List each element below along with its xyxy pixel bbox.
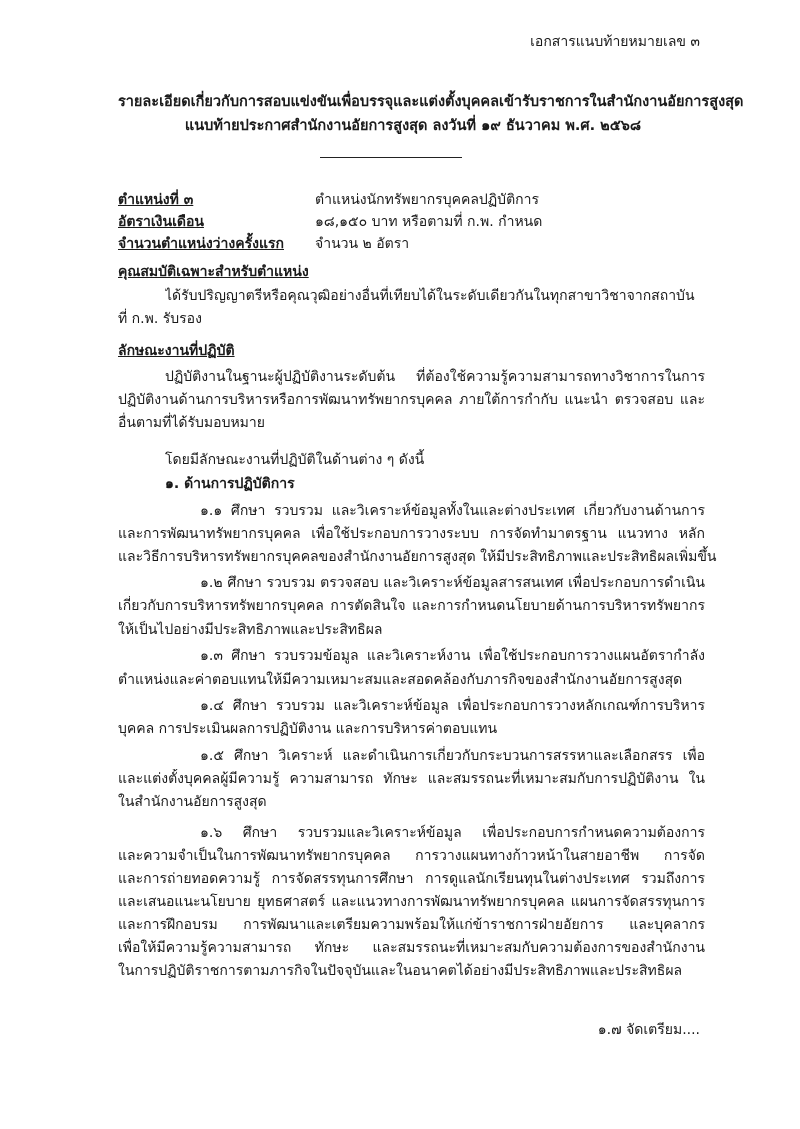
duty-item-5-line: ๑.๕ ศึกษา วิเคราะห์ และดำเนินการเกี่ยวกับกระบวนการสรรหาและเลือกสรร เพื่อ [200,748,705,764]
continuation-note: ๑.๗ จัดเตรียม.... [597,1022,700,1038]
qualifications-line: ได้รับปริญญาตรีหรือคุณวุฒิอย่างอื่นที่เทียบได้ในระดับเดียวกันในทุกสาขาวิชาจากสถาบัน [165,288,695,304]
annex-reference: เอกสารแนบท้ายหมายเลข ๓ [530,34,700,50]
qualifications-heading: คุณสมบัติเฉพาะสำหรับตำแหน่ง [118,264,309,280]
duty-item-2-line: เกี่ยวกับการบริหารทรัพยากรบุคคล การตัดสินใจ และการกำหนดนโยบายด้านการบริหารทรัพยากร [118,598,705,614]
document-title-line-1: รายละเอียดเกี่ยวกับการสอบแข่งขันเพื่อบรรจุและแต่งตั้งบุคคลเข้ารับราชการในสำนักงานอัยการสูงสุด [118,94,744,110]
duty-item-3-line: ตำแหน่งและค่าตอบแทนให้มีความเหมาะสมและสอดคล้องกับภารกิจของสำนักงานอัยการสูงสุด [118,672,683,688]
duty-item-6-line: ๑.๖ ศึกษา รวบรวมและวิเคราะห์ข้อมูล เพื่อประกอบการกำหนดความต้องการ [200,825,705,841]
duties-line: อื่นตามที่ได้รับมอบหมาย [118,415,265,431]
duty-item-5-line: และแต่งตั้งบุคคลผู้มีความรู้ ความสามารถ ทักษะ และสมรรถนะที่เหมาะสมกับการปฏิบัติงาน ใน [118,771,705,787]
duty-item-1-line: และวิธีการบริหารทรัพยากรบุคคลของสำนักงานอัยการสูงสุด ให้มีประสิทธิภาพและประสิทธิผลเพิ่มขึ้น [118,549,717,565]
salary-value: ๑๘,๑๕๐ บาท หรือตามที่ ก.พ. กำหนด [315,214,543,230]
duty-item-6-line: และการฝึกอบรม การพัฒนาและเตรียมความพร้อมให้แก่ข้าราชการฝ่ายอัยการ และบุคลากร [118,917,705,933]
qualifications-line: ที่ ก.พ. รับรอง [118,311,202,327]
duty-item-3-line: ๑.๓ ศึกษา รวบรวมข้อมูล และวิเคราะห์งาน เพื่อใช้ประกอบการวางแผนอัตรากำลัง [200,648,705,664]
duties-line: ปฏิบัติงานด้านการบริหารหรือการพัฒนาทรัพยากรบุคคล ภายใต้การกำกับ แนะนำ ตรวจสอบ และ [118,392,705,408]
duties-heading: ลักษณะงานที่ปฏิบัติ [118,343,235,359]
duty-item-6-line: และเสนอแนะนโยบาย ยุทธศาสตร์ และแนวทางการพัฒนาทรัพยากรบุคคล แผนการจัดสรรทุนการ [118,894,705,910]
duty-item-4-line: บุคคล การประเมินผลการปฏิบัติงาน และการบริหารค่าตอบแทน [118,721,498,737]
duties-line: ปฏิบัติงานในฐานะผู้ปฏิบัติงานระดับต้น ที่ต้องใช้ความรู้ความสามารถทางวิชาการในการ [165,369,705,385]
section-heading-operations: ๑. ด้านการปฏิบัติการ [165,476,295,492]
position-title-value: ตำแหน่งนักทรัพยากรบุคคลปฏิบัติการ [315,192,540,208]
duty-item-6-line: และความจำเป็นในการพัฒนาทรัพยากรบุคคล การวางแผนทางก้าวหน้าในสายอาชีพ การจัด [118,848,705,864]
duty-item-6-line: ในการปฏิบัติราชการตามภารกิจในปัจจุบันและในอนาคตได้อย่างมีประสิทธิภาพและประสิทธิผล [118,963,683,979]
duty-item-2-line: ให้เป็นไปอย่างมีประสิทธิภาพและประสิทธิผล [118,622,383,638]
vacancies-label: จำนวนตำแหน่งว่างครั้งแรก [118,236,284,252]
position-number-label: ตำแหน่งที่ ๓ [118,192,194,208]
duty-item-5-line: ในสำนักงานอัยการสูงสุด [118,794,267,810]
duty-item-1-line: ๑.๑ ศึกษา รวบรวม และวิเคราะห์ข้อมูลทั้งในและต่างประเทศ เกี่ยวกับงานด้านการ [200,503,705,519]
duty-item-2-line: ๑.๒ ศึกษา รวบรวม ตรวจสอบ และวิเคราะห์ข้อมูลสารสนเทศ เพื่อประกอบการดำเนิน [200,575,705,591]
vacancies-value: จำนวน ๒ อัตรา [315,236,410,252]
document-title-line-2: แนบท้ายประกาศสำนักงานอัยการสูงสุด ลงวันที่ ๑๙ ธันวาคม พ.ศ. ๒๕๖๘ [184,118,642,134]
salary-label: อัตราเงินเดือน [118,214,204,230]
title-divider [320,157,462,158]
duty-item-4-line: ๑.๔ ศึกษา รวบรวม และวิเคราะห์ข้อมูล เพื่อประกอบการวางหลักเกณฑ์การบริหาร [200,698,705,714]
duty-item-6-line: และการถ่ายทอดความรู้ การจัดสรรทุนการศึกษา การดูแลนักเรียนทุนในต่างประเทศ รวมถึงการ [118,871,705,887]
duty-item-1-line: และการพัฒนาทรัพยากรบุคคล เพื่อใช้ประกอบการวางระบบ การจัดทำมาตรฐาน แนวทาง หลัก [118,526,705,542]
duty-item-6-line: เพื่อให้มีความรู้ความสามารถ ทักษะ และสมรรถนะที่เหมาะสมกับความต้องการของสำนักงาน [118,940,705,956]
duties-intro: โดยมีลักษณะงานที่ปฏิบัติในด้านต่าง ๆ ดังนี้ [165,452,425,468]
